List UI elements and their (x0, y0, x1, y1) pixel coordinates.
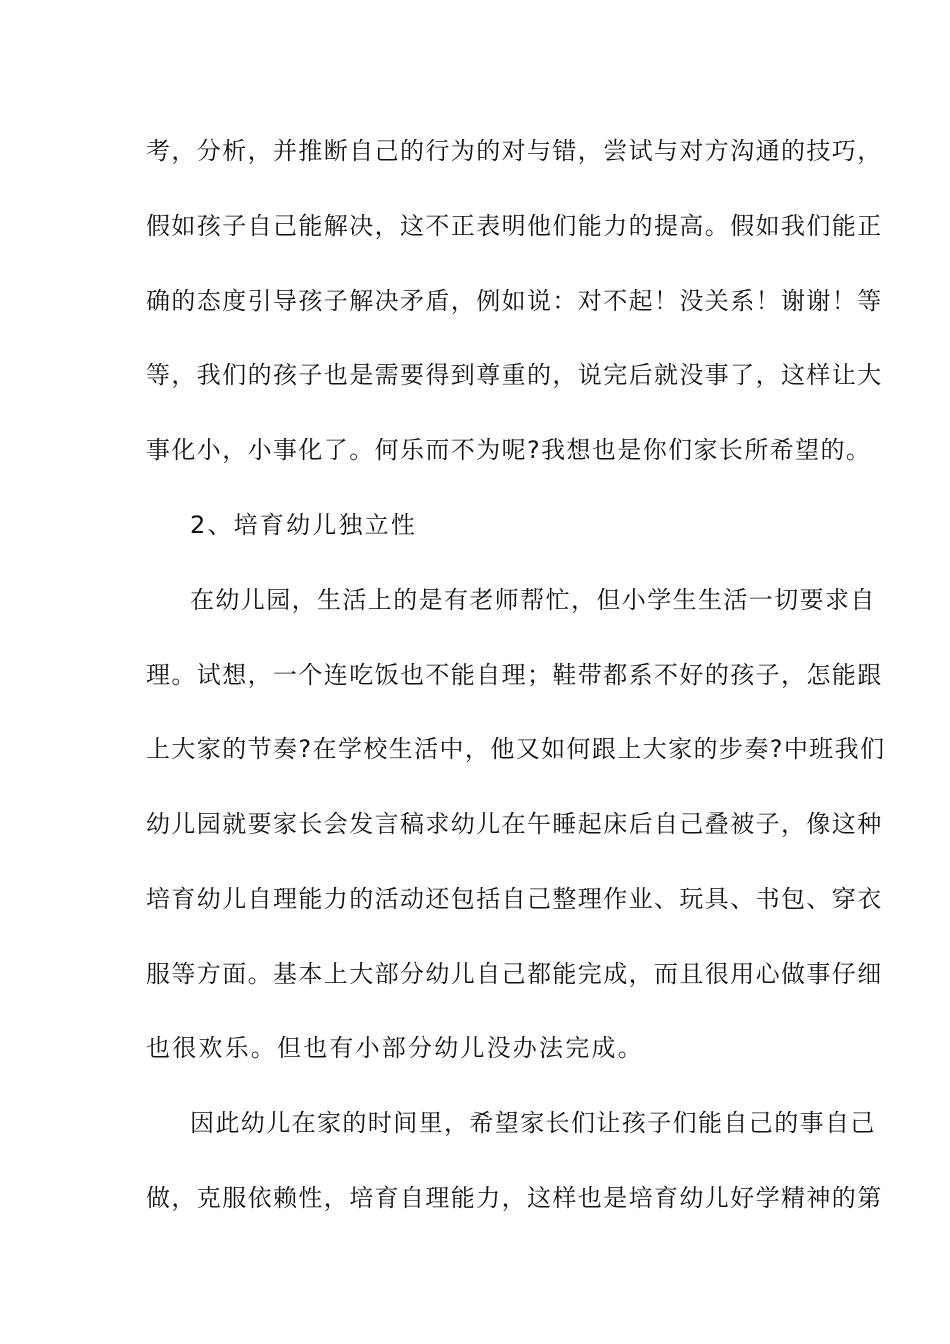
paragraph-line: 服等方面。基本上大部分幼儿自己都能完成，而且很用心做事仔细 (146, 960, 883, 988)
paragraph-line: 培育幼儿自理能力的活动还包括自己整理作业、玩具、书包、穿衣 (146, 885, 883, 913)
paragraph-line: 确的态度引导孩子解决矛盾，例如说：对不起！没关系！谢谢！等 (146, 287, 883, 315)
paragraph-line: 上大家的节奏?在学校生活中，他又如何跟上大家的步奏?中班我们 (146, 735, 886, 763)
paragraph-line: 事化小，小事化了。何乐而不为呢?我想也是你们家长所希望的。 (146, 436, 872, 464)
paragraph-line: 考，分析，并推断自己的行为的对与错，尝试与对方沟通的技巧， (146, 137, 883, 165)
paragraph-line: 因此幼儿在家的时间里，希望家长们让孩子们能自己的事自己 (190, 1109, 876, 1137)
paragraph-line: 等，我们的孩子也是需要得到尊重的，说完后就没事了，这样让大 (146, 361, 883, 389)
paragraph-line: 在幼儿园，生活上的是有老师帮忙，但小学生生活一切要求自 (190, 586, 876, 614)
paragraph-line: 也很欢乐。但也有小部分幼儿没办法完成。 (146, 1034, 644, 1062)
paragraph-line: 幼儿园就要家长会发言稿求幼儿在午睡起床后自己叠被子，像这种 (146, 810, 883, 838)
section-heading: 2、培育幼儿独立性 (190, 511, 418, 539)
paragraph-line: 做，克服依赖性，培育自理能力，这样也是培育幼儿好学精神的第 (146, 1184, 883, 1212)
paragraph-line: 假如孩子自己能解决，这不正表明他们能力的提高。假如我们能正 (146, 212, 883, 240)
paragraph-line: 理。试想，一个连吃饭也不能自理；鞋带都系不好的孩子，怎能跟 (146, 661, 883, 689)
